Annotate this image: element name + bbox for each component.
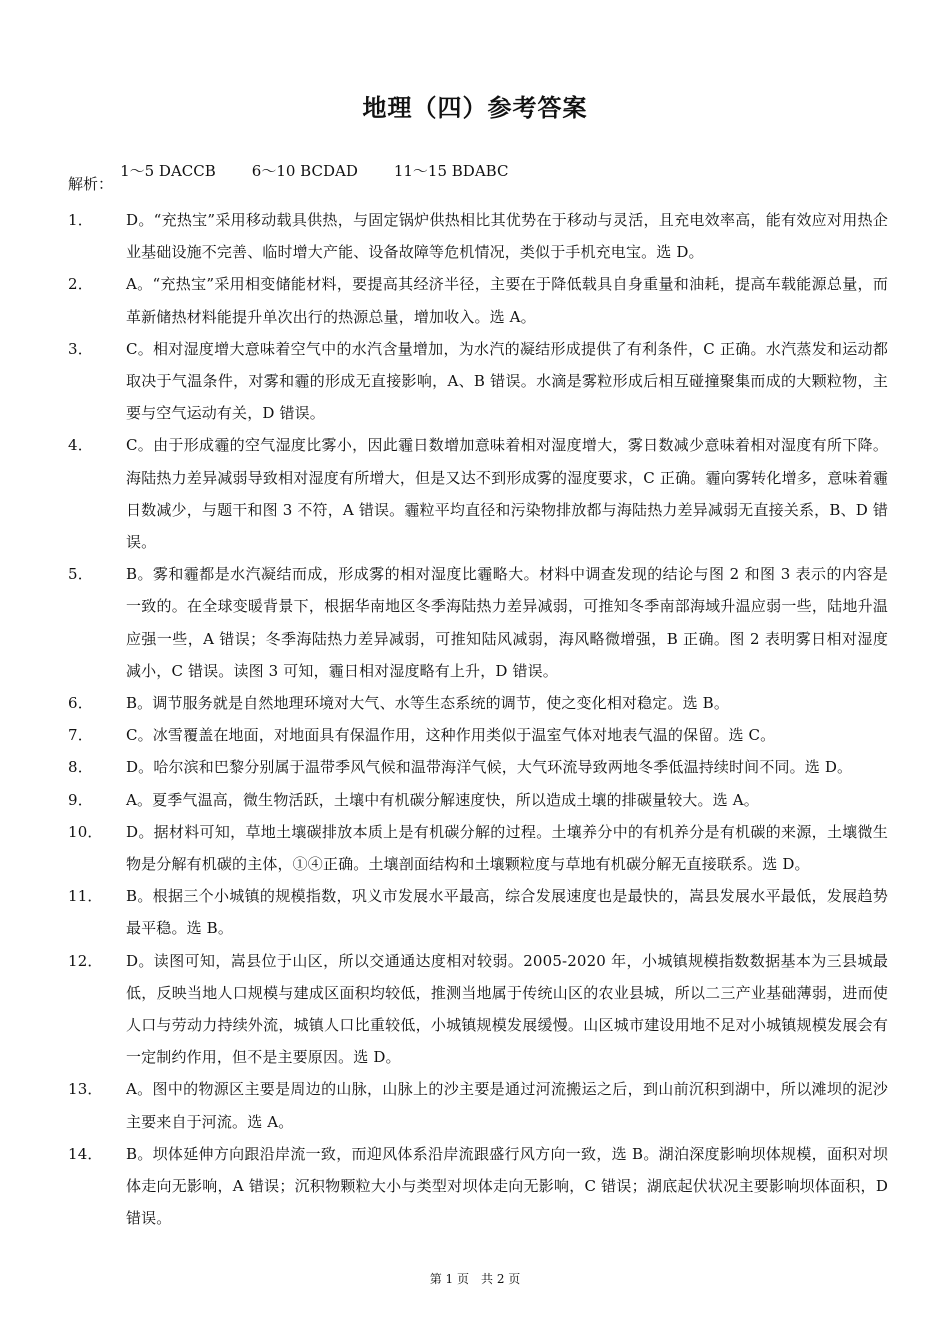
item-text: C。由于形成霾的空气湿度比雾小，因此霾日数增加意味着相对湿度增大，雾日数减少意味着相对湿度有所下降。海陆热力差异减弱导致相对湿度有所增大，但是又达不到形成雾的湿度要求，C 正确。霾向雾转化增多，意味着霾日数减少，与题干和图 3 不符，A 错误。霾粒平均直径和污染物排放都与海陆热力差异减弱无直接关系，B、D 错误。: [126, 436, 888, 552]
page-footer: 第 1 页 共 2 页: [429, 1272, 521, 1286]
item-text: D。哈尔滨和巴黎分别属于温带季风气候和温带海洋气候，大气环流导致两地冬季低温持续时间不同。选 D。: [126, 758, 853, 777]
item-number: 14．: [68, 1144, 103, 1163]
item-text: D。“充热宝”采用移动载具供热，与固定锅炉供热相比其优势在于移动与灵活，且充电效率高，能有效应对用热企业基础设施不完善、临时增大产能、设备故障等危机情况，类似于手机充电宝。选 D。: [126, 211, 888, 262]
item-number: 6．: [68, 694, 93, 713]
analysis-item: [68, 1138, 888, 1235]
item-number: 7．: [68, 726, 93, 745]
item-number: 13．: [68, 1080, 103, 1099]
item-text: A。“充热宝”采用相变储能材料，要提高其经济半径，主要在于降低载具自身重量和油耗，提高车载能源总量，而革新储热材料能提升单次出行的热源总量，增加收入。选 A。: [126, 275, 888, 326]
item-text: D。读图可知，嵩县位于山区，所以交通通达度相对较弱。2005-2020 年，小城镇规模指数数据基本为三县城最低，反映当地人口规模与建成区面积均较低，推测当地属于传统山区的农业县城，所以二三产业基础薄弱，进而使人口与劳动力持续外流，城镇人口比重较低，小城镇规模发展缓慢。山区城市建设用地不足对小城镇规模发展会有一定制约作用，但不是主要原因。选 D。: [126, 951, 888, 1067]
item-text: B。雾和霾都是水汽凝结而成，形成雾的相对湿度比霾略大。材料中调查发现的结论与图 2 和图 3 表示的内容是一致的。在全球变暖背景下，根据华南地区冬季海陆热力差异减弱，可推知冬季南部海域升温应弱一些，陆地升温应强一些，A 错误；冬季海陆热力差异减弱，可推知陆风减弱，海风略微增强，B 正确。图 2 表明雾日相对湿度减小，C 错误。读图 3 可知，霾日相对湿度略有上升，D 错误。: [126, 565, 888, 680]
analysis-item: [68, 204, 888, 268]
analysis-item: [68, 558, 888, 687]
analysis-item: [68, 880, 888, 944]
item-number: 10．: [68, 822, 103, 841]
item-number: 8．: [68, 758, 93, 777]
item-number: 3．: [68, 339, 93, 358]
analysis-list: [68, 204, 888, 1235]
item-text: B。坝体延伸方向跟沿岸流一致，而迎风体系沿岸流跟盛行风方向一致，选 B。湖泊深度影响坝体规模，面积对坝体走向无影响，A 错误；沉积物颗粒大小与类型对坝体走向无影响，C 错误；湖底起伏状况主要影响坝体面积，D 错误。: [126, 1144, 888, 1228]
analysis-item: [68, 784, 888, 816]
item-number: 4．: [68, 436, 93, 455]
analysis-item: [68, 333, 888, 430]
item-number: 9．: [68, 790, 93, 809]
analysis-item: [68, 429, 888, 558]
analysis-item: [68, 687, 888, 719]
analysis-item: [68, 719, 888, 751]
answer-key-6-10: 6～10 BCDAD: [251, 162, 358, 180]
page-title: 地理（四）参考答案: [362, 94, 588, 122]
item-number: 1．: [68, 211, 93, 229]
item-number: 11．: [68, 887, 103, 906]
item-text: A。夏季气温高，微生物活跃，土壤中有机碳分解速度快，所以造成土壤的排碳量较大。选 A。: [126, 790, 759, 809]
item-text: A。图中的物源区主要是周边的山脉，山脉上的沙主要是通过河流搬运之后，到山前沉积到湖中，所以滩坝的泥沙主要来自于河流。选 A。: [126, 1080, 888, 1131]
item-text: C。相对湿度增大意味着空气中的水汽含量增加，为水汽的凝结形成提供了有利条件，C 正确。水汽蒸发和运动都取决于气温条件，对雾和霾的形成无直接影响，A、B 错误。水滴是雾粒形成后相互碰撞聚集而成的大颗粒物，主要与空气运动有关，D 错误。: [126, 339, 888, 423]
item-number: 12．: [68, 951, 103, 970]
item-number: 2．: [68, 275, 93, 294]
analysis-item: [68, 945, 888, 1074]
analysis-label: 解析：: [68, 175, 114, 193]
answer-key-1-5: 1～5 DACCB: [120, 162, 216, 180]
analysis-item: [68, 268, 888, 332]
analysis-item: [68, 816, 888, 880]
item-text: D。据材料可知，草地土壤碳排放本质上是有机碳分解的过程。土壤养分中的有机养分是有机碳的来源，土壤微生物是分解有机碳的主体，①④正确。土壤剖面结构和土壤颗粒度与草地有机碳分解无直接联系。选 D。: [126, 822, 888, 874]
answer-key-11-15: 11～15 BDABC: [393, 162, 509, 180]
item-number: 5．: [68, 565, 93, 584]
item-text: B。调节服务就是自然地理环境对大气、水等生态系统的调节，使之变化相对稳定。选 B。: [126, 694, 729, 713]
analysis-item: [68, 1073, 888, 1137]
answer-key-line: [101, 142, 544, 199]
item-text: B。根据三个小城镇的规模指数，巩义市发展水平最高，综合发展速度也是最快的，嵩县发展水平最低，发展趋势最平稳。选 B。: [126, 887, 888, 938]
analysis-item: [68, 751, 888, 783]
item-text: C。冰雪覆盖在地面，对地面具有保温作用，这种作用类似于温室气体对地表气温的保留。选 C。: [126, 726, 776, 745]
